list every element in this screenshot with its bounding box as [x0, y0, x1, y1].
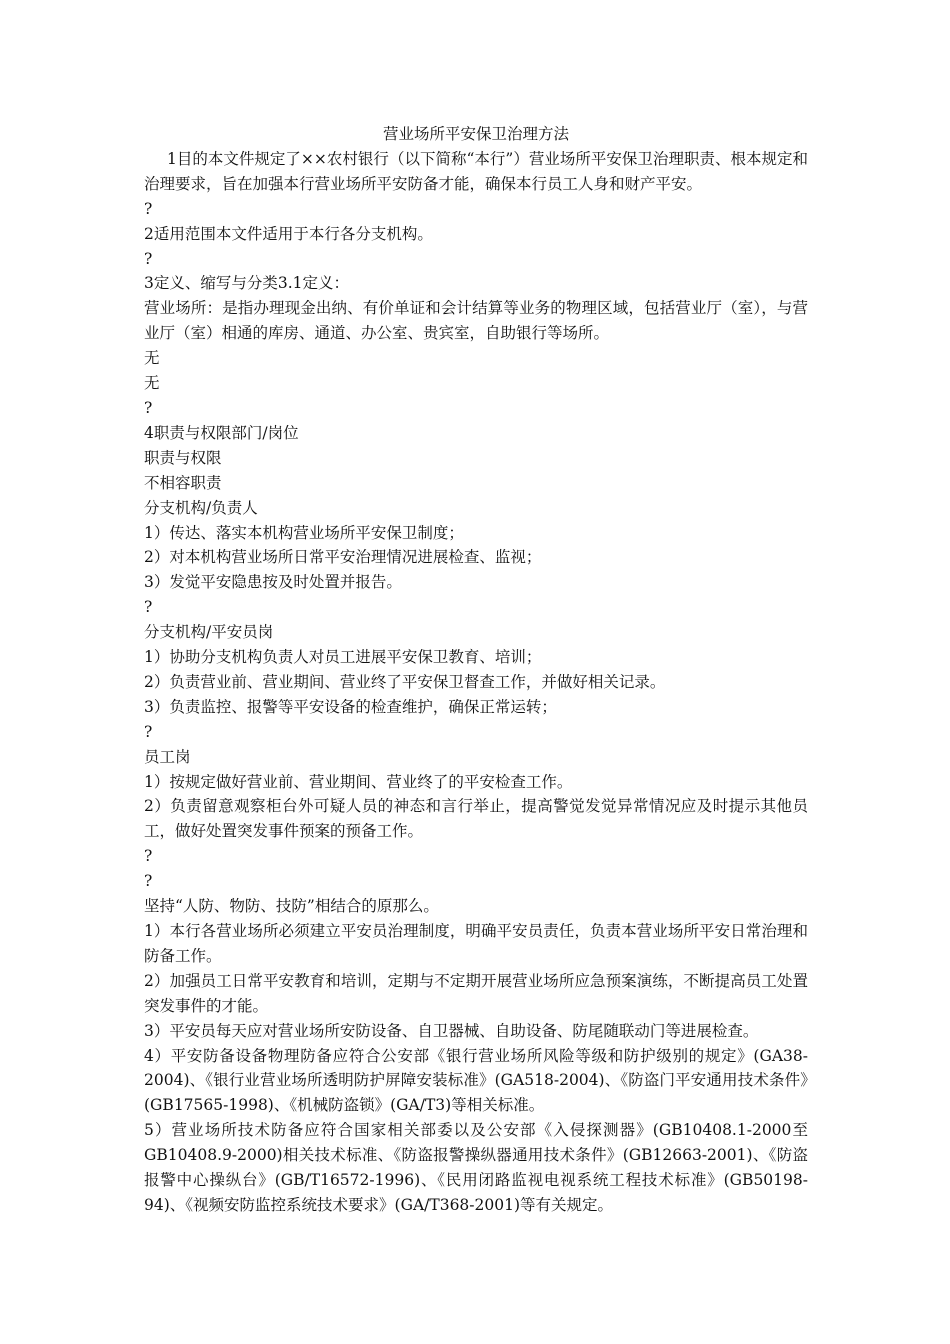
list-item: 3）负责监控、报警等平安设备的检查维护，确保正常运转；: [144, 697, 557, 716]
list-item: 2）负责营业前、营业期间、营业终了平安保卫督查工作，并做好相关记录。: [144, 672, 666, 691]
paragraph-branch-head: 分支机构/负责人: [144, 498, 258, 517]
paragraph: ?: [144, 249, 153, 268]
list-item: 4）平安防备设备物理防备应符合公安部《银行营业场所风险等级和防护级别的规定》(GA38-2004)、《银行业营业场所透明防护屏障安装标准》(GA518-2004)、《防盗门平安通用技术条件》(GB17565-1998)、《机械防盗锁》(GA/T3)等相关标准。: [144, 1046, 808, 1115]
paragraph-definitions-heading: 3定义、缩写与分类3.1定义：: [144, 274, 350, 293]
paragraph: ?: [144, 847, 153, 866]
list-item: 1）按规定做好营业前、营业期间、营业终了的平安检查工作。: [144, 772, 573, 791]
list-item: 1）本行各营业场所必须建立平安员治理制度，明确平安员责任，负责本营业场所平安日常治理和防备工作。: [144, 922, 808, 965]
paragraph: ?: [144, 199, 153, 218]
paragraph-purpose: 1目的本文件规定了××农村银行（以下简称“本行”）营业场所平安保卫治理职责、根本规定和治理要求，旨在加强本行营业场所平安防备才能，确保本行员工人身和财产平安。: [144, 149, 808, 193]
list-item: 3）发觉平安隐患按及时处置并报告。: [144, 573, 402, 592]
paragraph-principle: 坚持“人防、物防、技防”相结合的原那么。: [144, 897, 439, 916]
list-item: 1）传达、落实本机构营业场所平安保卫制度；: [144, 523, 464, 542]
paragraph-scope: 2适用范围本文件适用于本行各分支机构。: [144, 224, 433, 243]
paragraph: 职责与权限: [144, 448, 222, 467]
list-item: 1）协助分支机构负责人对员工进展平安保卫教育、培训；: [144, 648, 542, 667]
paragraph-branch-security-officer: 分支机构/平安员岗: [144, 623, 274, 642]
list-item: 2）对本机构营业场所日常平安治理情况进展检查、监视；: [144, 548, 542, 567]
paragraph: ?: [144, 398, 153, 417]
paragraph-staff-post: 员工岗: [144, 747, 191, 766]
paragraph: ?: [144, 598, 153, 617]
paragraph: ?: [144, 872, 153, 891]
list-item: 2）负责留意观察柜台外可疑人员的神态和言行举止，提高警觉发觉异常情况应及时提示其他员工，做好处置突发事件预案的预备工作。: [144, 797, 808, 841]
list-item: 2）加强员工日常平安教育和培训，定期与不定期开展营业场所应急预案演练，不断提高员工处置突发事件的才能。: [144, 971, 808, 1015]
paragraph: ?: [144, 722, 153, 741]
document-title: 营业场所平安保卫治理方法: [382, 125, 569, 143]
paragraph-definition-business-premises: 营业场所：是指办理现金出纳、有价单证和会计结算等业务的物理区域，包括营业厅（室），与营业厅（室）相通的库房、通道、办公室、贵宾室，自助银行等场所。: [144, 299, 808, 343]
document-body: [144, 122, 808, 1218]
list-item: 5）营业场所技术防备应符合国家相关部委以及公安部《入侵探测器》(GB10408.1-2000至GB10408.9-2000)相关技术标准、《防盗报警操纵器通用技术条件》(GB12663-2001)、《防盗报警中心操纵台》(GB/T16572-1996)、《民用闭路监视电视系统工程技术标准》(GB50198-94)、《视频安防监控系统技术要求》(GA/T368-2001)等有关规定。: [144, 1121, 808, 1214]
paragraph: 无: [144, 349, 160, 368]
paragraph-responsibilities-heading: 4职责与权限部门/岗位: [144, 423, 299, 442]
list-item: 3）平安员每天应对营业场所安防设备、自卫器械、自助设备、防尾随联动门等进展检查。: [144, 1021, 759, 1040]
paragraph: 无: [144, 374, 160, 393]
paragraph: 不相容职责: [144, 473, 222, 492]
